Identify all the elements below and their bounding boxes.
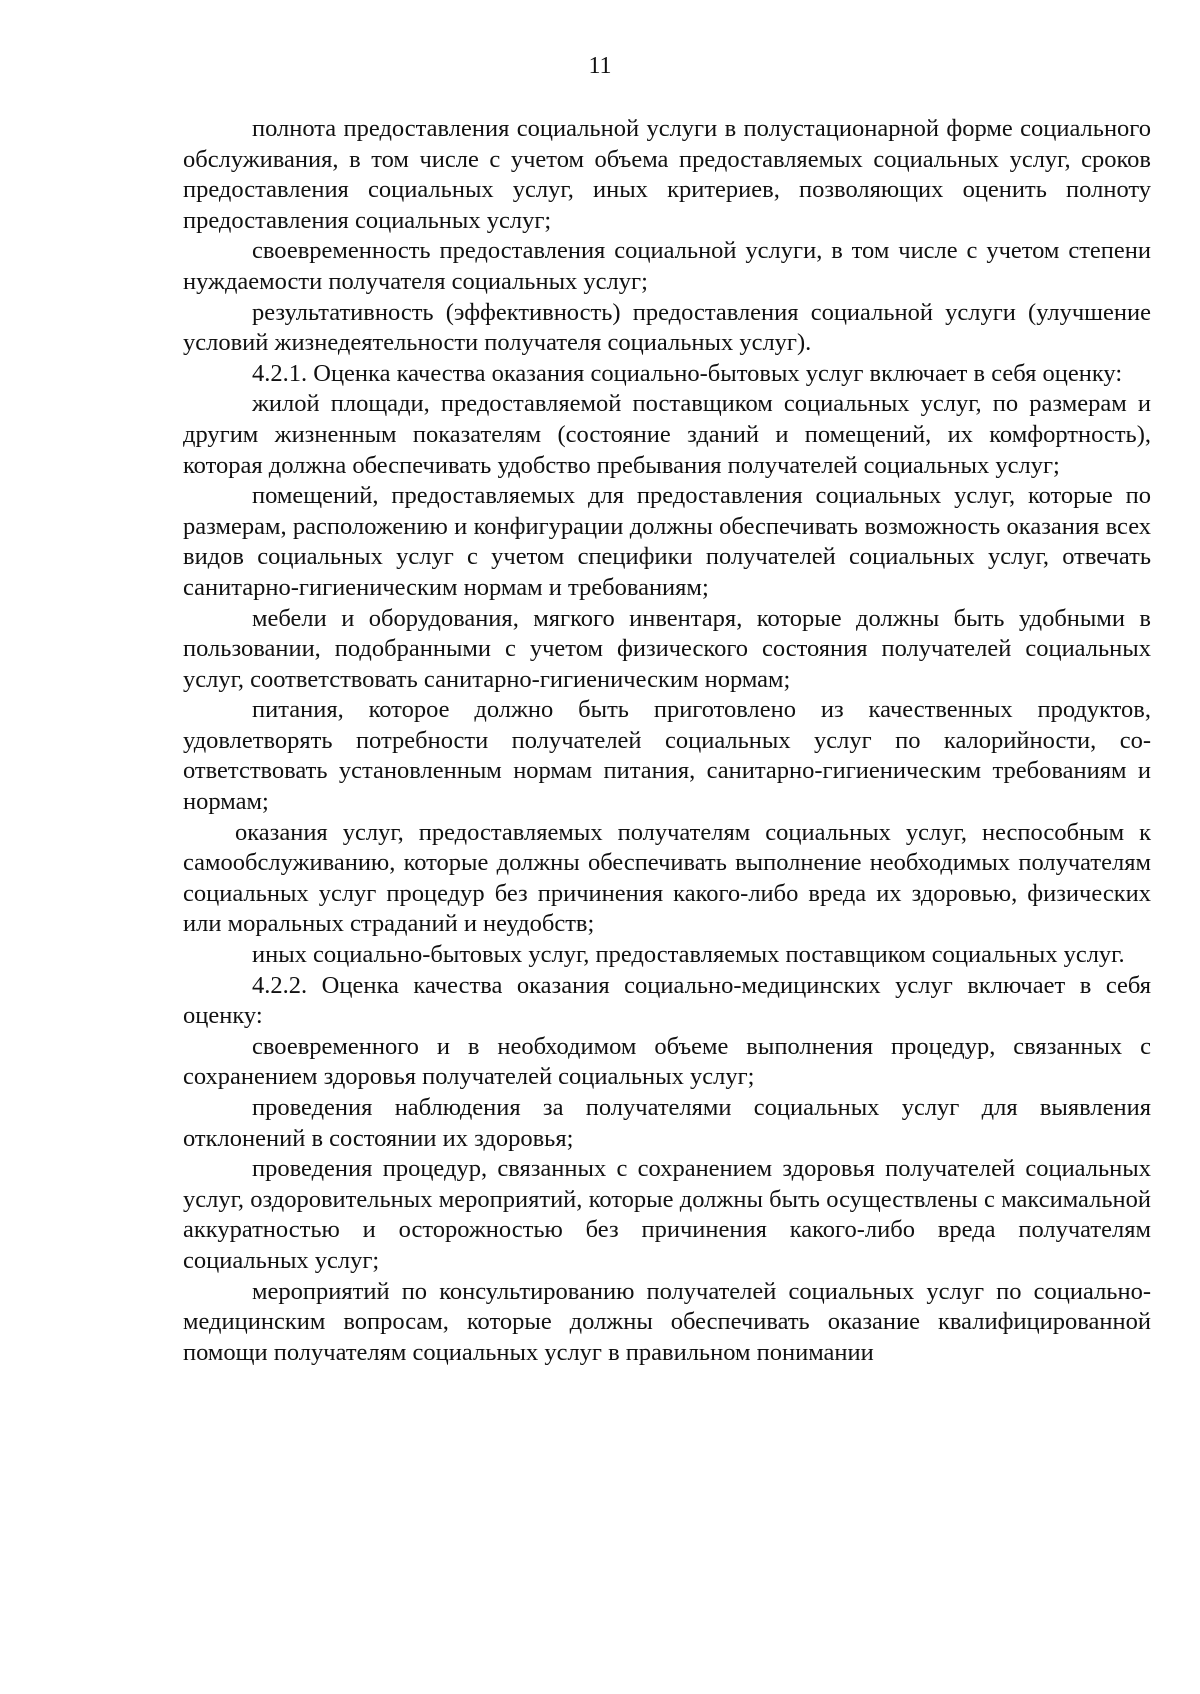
paragraph: результативность (эффективность) предоставления социальной услуги (улучшение условий жизнедеятельности получателя социальных услуг). [183,298,1151,357]
paragraph: 4.2.1. Оценка качества оказания социально-бытовых услуг включает в себя оценку: [252,359,1123,387]
paragraph: жилой площади, предоставляемой поставщиком социальных услуг, по размерам и другим жизненным показателям (состояние зданий и помещений, их комфортность), которая должна обеспечивать удобство пребывания получателей социальных услуг; [183,390,1151,479]
paragraph: полнота предоставления социальной услуги в полустационарной форме социального обслуживания, в том числе с учетом объема предоставляемых социальных услуг, сроков предоставления социальных услуг, иных критериев, позволяющих оценить полноту предоставления социальных услуг; [183,115,1151,234]
paragraph: мероприятий по консультированию получателей социальных услуг по социально-медицинским вопросам, которые должны обеспечивать оказание квалифицированной помощи получателям социальных услуг в правильном понимании [183,1277,1151,1366]
document-body [183,114,1151,1368]
paragraph: иных социально-бытовых услуг, предоставляемых поставщиком социальных услуг. [252,941,1125,969]
paragraph: оказания услуг, предоставляемых получателям социальных услуг, неспособным к самообслуживанию, которые должны обеспечивать выполнение необходимых получателям социальных услуг процедур без причинения какого-либо вреда их здоровью, физических или моральных страданий и неудобств; [183,818,1151,938]
paragraph: своевременность предоставления социальной услуги, в том числе с учетом степени нуждаемости получателя социальных услуг; [183,237,1151,295]
paragraph: проведения процедур, связанных с сохранением здоровья получателей социальных услуг, оздоровительных мероприятий, которые должны быть осуществлены с максимальной аккуратностью и осторожностью без причинения какого-либо вреда получателям социальных услуг; [183,1155,1151,1274]
paragraph: помещений, предоставляемых для предоставления социальных услуг, которые по размерам, расположению и конфигурации должны обеспечивать возможность оказания всех видов социальных услуг с учетом специфики получателей социальных услуг, отвечать санитарно-гигиеническим нормам и требованиям; [183,482,1151,601]
paragraph: проведения наблюдения за получателями социальных услуг для выявления отклонений в состоянии их здоровья; [183,1094,1151,1152]
paragraph: своевременного и в необходимом объеме выполнения процедур, связанных с сохранением здоровья получателей социальных услуг; [183,1032,1151,1091]
paragraph: питания, которое должно быть приготовлено из качественных продуктов, удовлетворять потребности получателей социальных услуг по калорийности, соответствовать установленным нормам питания, санитарно-гигиеническим требованиям и нормам; [183,696,1151,816]
paragraph: мебели и оборудования, мягкого инвентаря, которые должны быть удобными в пользовании, подобранными с учетом физического состояния получателей социальных услуг, соответствовать санитарно-гигиеническим нормам; [183,604,1151,693]
page-number: 11 [588,53,612,79]
paragraph: 4.2.2. Оценка качества оказания социально-медицинских услуг включает в себя оценку: [183,971,1151,1030]
